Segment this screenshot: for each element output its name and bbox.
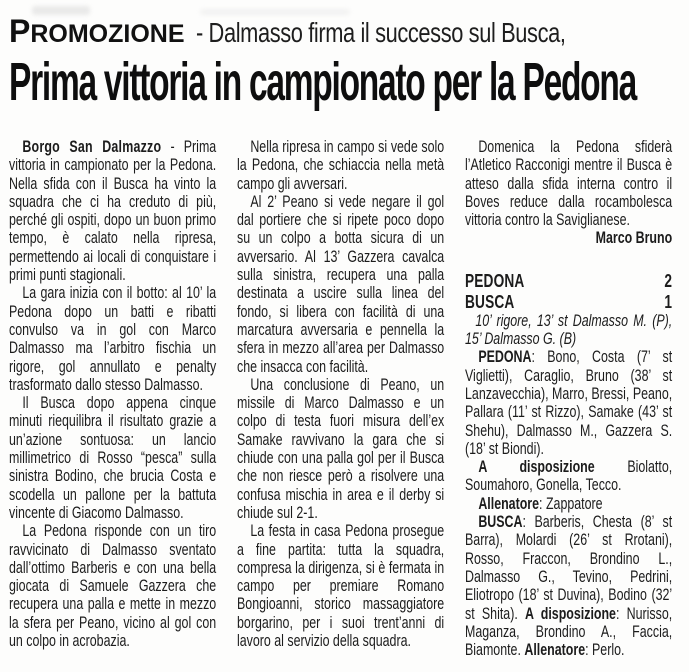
paragraph: La Pedona risponde con un tiro ravvicinato di Dalmasso sventato dall’ottimo Barberis e con una bella giocata di Samuele Gazzera che recupera una palla e mette in mezzo la sfera per Peano, vicino al gol con un colpo in acrobazia. <box>9 521 217 651</box>
away-coach-label: Allenatore <box>524 640 586 660</box>
home-bench-text: Biolatto, Soumahoro, Gonella, Tecco. <box>465 457 673 495</box>
byline: Marco Bruno <box>595 228 673 248</box>
column-3-text <box>465 138 672 659</box>
paragraph: La gara inizia con il botto: al 10’ la Pedona dopo un batti e ribatti convulso va in gol con Marco Dalmasso ma l’arbitro fischia un rigore, gol annullato e penalty trasformato dallo stesso Dalmasso. <box>9 283 217 394</box>
paragraph: Domenica la Pedona sfiderà l’Atletico Racconigi mentre il Busca è atteso dalla sfida interna contro il Boves reduce dalla rocambolesca vittoria contro la Saviglianese. <box>465 137 673 230</box>
home-team-score: 2 <box>664 269 673 291</box>
column-2-text <box>237 138 444 650</box>
roster-home <box>465 348 672 458</box>
column-2 <box>237 138 444 659</box>
section-label: PROMOZIONE <box>9 13 185 49</box>
away-team-name: BUSCA <box>465 290 515 312</box>
home-coach-label: Allenatore <box>478 493 540 513</box>
paragraph: La festa in casa Pedona prosegue a fine partita: tutta la squadra, compresa la dirigenza, si è fermata in campo per premiare Romano Bongioanni, storico massaggiatore borgarino, per i suoi trent’anni di lavoro al servizio della squadra. <box>237 521 445 651</box>
score-row-home <box>465 270 672 291</box>
kicker-text: - Dalmasso firma il successo sul Busca, <box>195 17 566 48</box>
home-bench-label: A disposizione <box>478 457 595 477</box>
column-1-text <box>9 138 216 650</box>
scan-artifact <box>32 6 90 15</box>
away-team-score: 1 <box>664 290 673 312</box>
home-roster-text: : Bono, Costa (7’ st Viglietti), Caraglio, Bruno (38’ st Lanzavecchia), Marro, Bressi, Peano, Pallara (11’ st Rizzo), Samake (43’ st Shehu), Dalmasso M., Gazzera S. (18’ st Biondi). <box>465 347 673 458</box>
home-coach-name: : Zappatore <box>539 493 603 513</box>
away-bench-label: A disposizione <box>525 603 616 623</box>
paragraph: Al 2’ Peano si vede negare il gol dal portiere che si ripete poco dopo su un colpo a botta sicura di un avversario. Al 13’ Gazzera cavalca sulla sinistra, recupera una palla destinata a uscire sulla linea del fondo, si libera con facilità di una marcatura avversaria e pennella la sfera in mezzo all’area per Dalmasso che insacca con facilità. <box>237 191 445 376</box>
kicker-line <box>9 14 680 50</box>
article-body <box>9 138 680 659</box>
paragraph: Una conclusione di Peano, un missile di Marco Dalmasso e un colpo di testa fuori misura dell’ex Samake ravvivano la gara che si chiude con una palla gol per il Busca che non riesce però a risolvere una confusa mischia in area e il derby si chiude sul 2-1. <box>237 374 445 522</box>
away-bench-text: : Nurisso, Maganza, Brondino A., Faccia, Biamonte. <box>465 603 673 660</box>
away-roster-text: : Barberis, Chesta (8’ st Barra), Molardi (26’ st Rrotani), Rosso, Fraccon, Brondino L., Dalmasso G., Tevino, Pedrini, Eliotropo (18’ st Duvina), Bodino (32’ st Shita). <box>465 512 673 623</box>
paragraph-dateline <box>9 138 216 284</box>
roster-away <box>465 513 672 659</box>
paragraph: Nella ripresa in campo si vede solo la Pedona, che schiaccia nella metà campo gli avversari. <box>237 137 445 193</box>
paragraph: Il Busca dopo appena cinque minuti riequilibra il risultato grazie a un’azione sontuosa: un lancio millimetrico di Rosso “pesca” sulla sinistra Bodino, che brucia Costa e scodella un pallone per la battuta vincente di Giacomo Dalmasso. <box>9 393 217 522</box>
scorers-line: 10’ rigore, 13’ st Dalmasso M. (P), 15’ Dalmasso G. (B) <box>465 310 673 349</box>
home-team-label: PEDONA <box>478 347 532 367</box>
bench-home <box>465 458 672 495</box>
column-3 <box>465 138 672 659</box>
headline: Prima vittoria in campionato per la Pedona <box>9 52 636 112</box>
dateline: Borgo San Dalmazzo <box>22 137 162 156</box>
match-result-box <box>465 270 672 312</box>
column-1 <box>9 138 216 659</box>
away-coach-name: : Perlo. <box>585 640 625 660</box>
scan-artifact <box>200 9 350 15</box>
paragraph-text: - Prima vittoria in campionato per la Pedona. Nella sfida con il Busca ha vinto la squadra che ci ha creduto di più, perché gli ospiti, dopo un buon primo tempo, è calato nella ripresa, permettendo ai locali di conquistare i primi punti stagionali. <box>9 137 217 285</box>
home-team-name: PEDONA <box>465 269 525 291</box>
away-team-label: BUSCA <box>478 512 523 532</box>
score-row-away <box>465 291 672 312</box>
coach-home <box>465 495 672 513</box>
headline-block <box>9 52 680 113</box>
